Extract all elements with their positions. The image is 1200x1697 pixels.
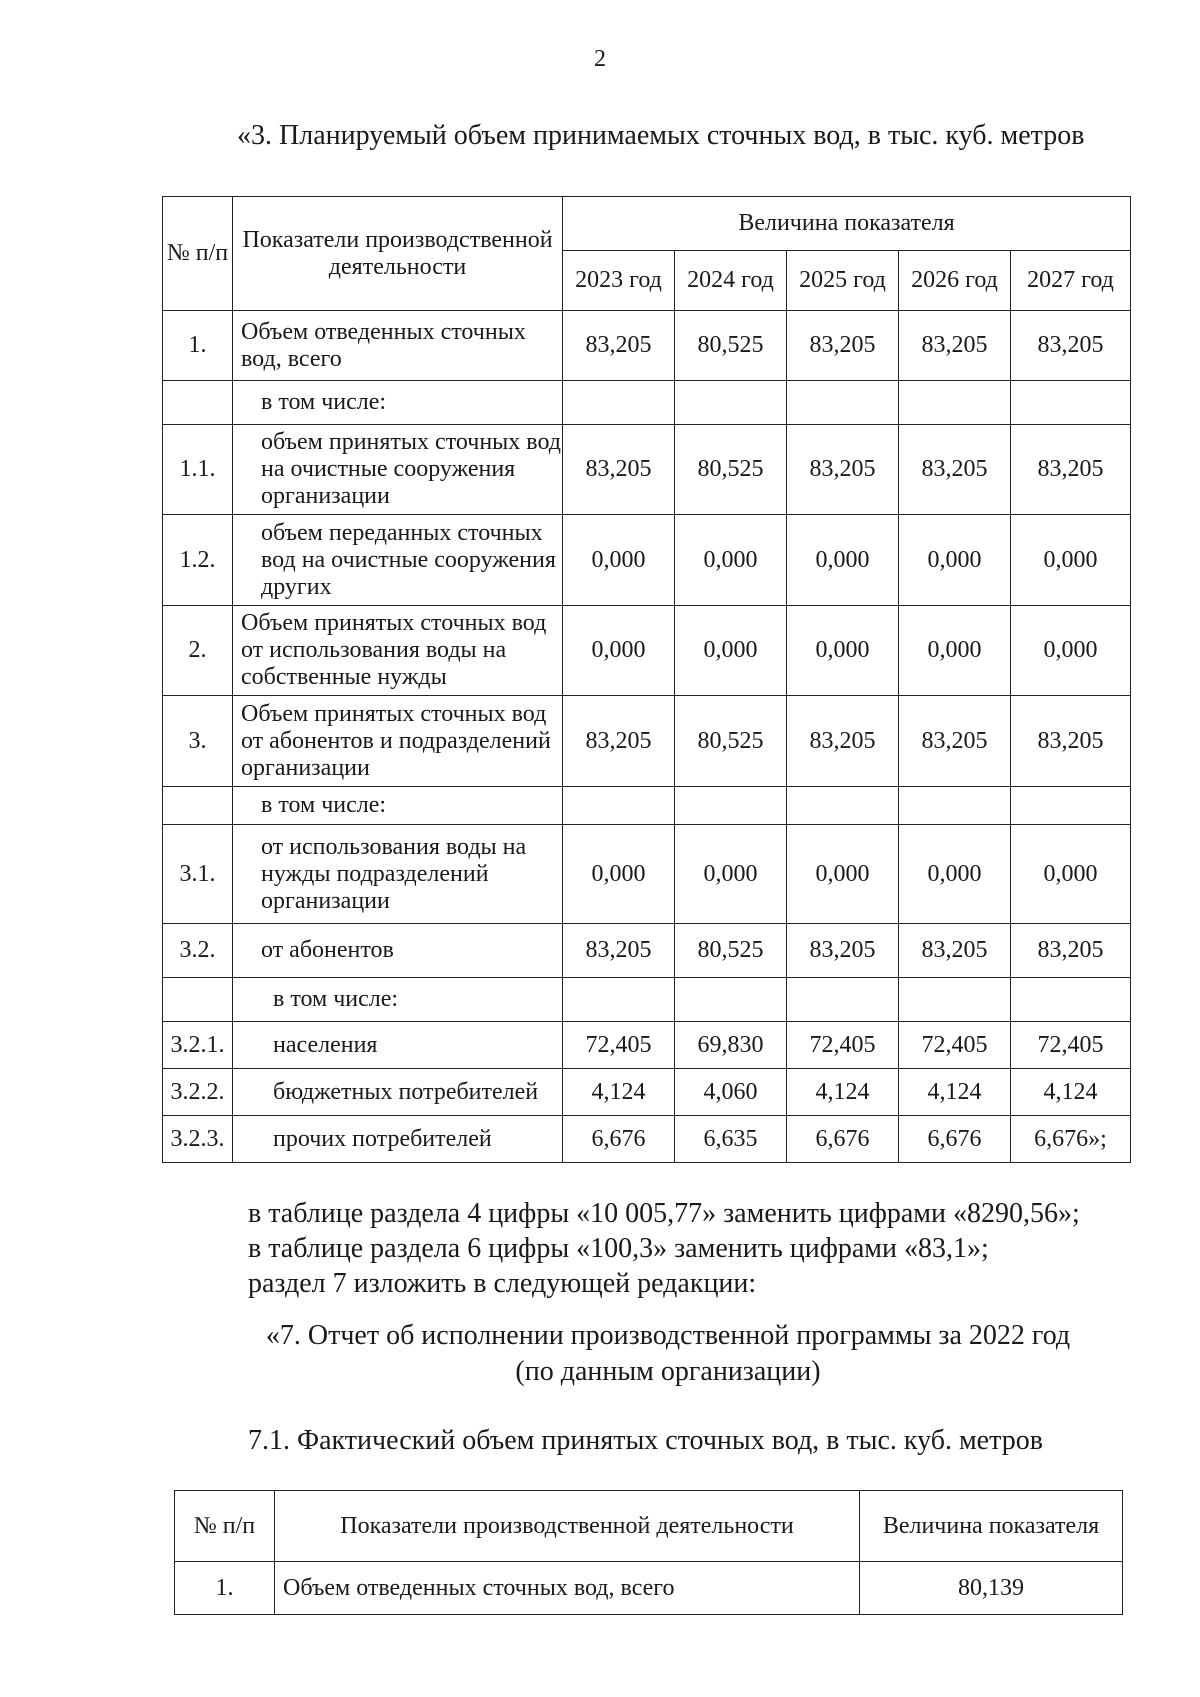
- row-label: Объем принятых сточных вод от абонентов и подразделений организации: [233, 696, 563, 787]
- row-num: 1.: [175, 1562, 275, 1615]
- row-value: 0,000: [563, 606, 675, 696]
- row-label: Объем отведенных сточных вод, всего: [275, 1562, 860, 1615]
- row-label: в том числе:: [233, 381, 563, 425]
- row-value: 0,000: [1011, 515, 1131, 606]
- section-7-1-heading: 7.1. Фактический объем принятых сточных вод, в тыс. куб. метров: [248, 1425, 1043, 1456]
- row-value: 83,205: [1011, 425, 1131, 515]
- row-value: 6,676: [563, 1116, 675, 1163]
- row-value: 0,000: [1011, 606, 1131, 696]
- row-value: 83,205: [1011, 696, 1131, 787]
- table-row: [163, 1069, 1131, 1116]
- row-num: 1.2.: [163, 515, 233, 606]
- row-value: 80,525: [675, 425, 787, 515]
- row-num: 1.: [163, 311, 233, 381]
- row-value: 72,405: [787, 1022, 899, 1069]
- row-value: 72,405: [563, 1022, 675, 1069]
- row-value: [675, 787, 787, 825]
- row-label: объем переданных сточных вод на очистные сооружения других: [233, 515, 563, 606]
- row-value: 83,205: [899, 924, 1011, 978]
- row-value: 0,000: [675, 606, 787, 696]
- header-indicator: Показатели производственной деятельности: [233, 197, 563, 311]
- row-label: в том числе:: [233, 787, 563, 825]
- table-row: [175, 1562, 1123, 1615]
- table-row: [163, 425, 1131, 515]
- row-value: 4,124: [787, 1069, 899, 1116]
- row-value: 83,205: [899, 311, 1011, 381]
- row-value: [675, 978, 787, 1022]
- row-num: 1.1.: [163, 425, 233, 515]
- row-value: 72,405: [1011, 1022, 1131, 1069]
- row-label: от абонентов: [233, 924, 563, 978]
- row-num: 2.: [163, 606, 233, 696]
- row-num: 3.2.1.: [163, 1022, 233, 1069]
- row-value: 83,205: [563, 924, 675, 978]
- row-value: [787, 978, 899, 1022]
- row-value: 83,205: [899, 425, 1011, 515]
- row-value: 83,205: [787, 311, 899, 381]
- header-indicator: Показатели производственной деятельности: [275, 1491, 860, 1562]
- row-value: 6,676»;: [1011, 1116, 1131, 1163]
- instruction-line: в таблице раздела 4 цифры «10 005,77» заменить цифрами «8290,56»;: [248, 1198, 1080, 1229]
- row-value: [899, 787, 1011, 825]
- row-value: 0,000: [563, 515, 675, 606]
- table-row: [163, 978, 1131, 1022]
- page-number: 2: [594, 46, 606, 72]
- table-row: [163, 515, 1131, 606]
- actual-volume-table: [174, 1490, 1123, 1615]
- row-num: [163, 978, 233, 1022]
- row-value: [787, 381, 899, 425]
- table-row: [163, 696, 1131, 787]
- row-value: 0,000: [787, 606, 899, 696]
- row-value: [675, 381, 787, 425]
- row-value: 69,830: [675, 1022, 787, 1069]
- row-value: [787, 787, 899, 825]
- row-value: 0,000: [899, 606, 1011, 696]
- table-row: [163, 1116, 1131, 1163]
- row-value: [1011, 978, 1131, 1022]
- header-year: 2023 год: [563, 251, 675, 311]
- row-num: 3.: [163, 696, 233, 787]
- table-row: [163, 311, 1131, 381]
- row-value: 80,525: [675, 696, 787, 787]
- row-value: [563, 381, 675, 425]
- row-value: 6,676: [787, 1116, 899, 1163]
- table-row: [163, 825, 1131, 924]
- row-value: 0,000: [899, 515, 1011, 606]
- row-label: Объем отведенных сточных вод, всего: [233, 311, 563, 381]
- section-7-heading-line2: (по данным организации): [515, 1356, 821, 1387]
- row-num: 3.1.: [163, 825, 233, 924]
- row-value: [1011, 381, 1131, 425]
- row-num: 3.2.: [163, 924, 233, 978]
- header-value-group: Величина показателя: [563, 197, 1131, 251]
- row-value: 83,205: [1011, 311, 1131, 381]
- row-num: [163, 787, 233, 825]
- section-3-heading: «3. Планируемый объем принимаемых сточных вод, в тыс. куб. метров: [237, 120, 1085, 151]
- row-label: прочих потребителей: [233, 1116, 563, 1163]
- row-value: 83,205: [563, 311, 675, 381]
- instruction-line: в таблице раздела 6 цифры «100,3» заменить цифрами «83,1»;: [248, 1233, 989, 1264]
- header-year: 2027 год: [1011, 251, 1131, 311]
- row-value: [563, 787, 675, 825]
- row-value: 83,205: [1011, 924, 1131, 978]
- row-value: [899, 978, 1011, 1022]
- row-value: 4,124: [899, 1069, 1011, 1116]
- row-num: 3.2.2.: [163, 1069, 233, 1116]
- planned-volume-table: [162, 196, 1131, 1163]
- row-value: 83,205: [563, 696, 675, 787]
- row-value: 6,676: [899, 1116, 1011, 1163]
- row-num: [163, 381, 233, 425]
- table-row: [163, 381, 1131, 425]
- row-value: [1011, 787, 1131, 825]
- header-year: 2024 год: [675, 251, 787, 311]
- row-value: 0,000: [787, 825, 899, 924]
- row-value: 72,405: [899, 1022, 1011, 1069]
- section-7-heading-line1: «7. Отчет об исполнении производственной программы за 2022 год: [265, 1320, 1071, 1351]
- row-value: 0,000: [899, 825, 1011, 924]
- row-label: Объем принятых сточных вод от использования воды на собственные нужды: [233, 606, 563, 696]
- row-label: в том числе:: [233, 978, 563, 1022]
- row-value: 4,060: [675, 1069, 787, 1116]
- row-value: 83,205: [787, 696, 899, 787]
- row-label: от использования воды на нужды подразделений организации: [233, 825, 563, 924]
- row-value: 0,000: [1011, 825, 1131, 924]
- row-value: 0,000: [787, 515, 899, 606]
- row-value: 6,635: [675, 1116, 787, 1163]
- header-num: № п/п: [163, 197, 233, 311]
- row-value: 0,000: [675, 825, 787, 924]
- row-value: 80,139: [860, 1562, 1123, 1615]
- table-row: [163, 606, 1131, 696]
- amendment-instructions: [248, 1196, 1080, 1301]
- table-row: [163, 1022, 1131, 1069]
- instruction-line: раздел 7 изложить в следующей редакции:: [248, 1268, 757, 1299]
- row-value: 4,124: [563, 1069, 675, 1116]
- row-value: 83,205: [787, 924, 899, 978]
- section-7-heading: [248, 1318, 1088, 1390]
- header-value: Величина показателя: [860, 1491, 1123, 1562]
- row-value: [563, 978, 675, 1022]
- row-label: бюджетных потребителей: [233, 1069, 563, 1116]
- row-value: [899, 381, 1011, 425]
- row-value: 4,124: [1011, 1069, 1131, 1116]
- row-value: 83,205: [563, 425, 675, 515]
- header-num: № п/п: [175, 1491, 275, 1562]
- row-value: 0,000: [563, 825, 675, 924]
- header-year: 2025 год: [787, 251, 899, 311]
- header-year: 2026 год: [899, 251, 1011, 311]
- row-num: 3.2.3.: [163, 1116, 233, 1163]
- row-value: 80,525: [675, 311, 787, 381]
- table-row: [163, 924, 1131, 978]
- row-value: 83,205: [787, 425, 899, 515]
- table-row: [163, 787, 1131, 825]
- row-value: 83,205: [899, 696, 1011, 787]
- row-label: объем принятых сточных вод на очистные сооружения организации: [233, 425, 563, 515]
- row-label: населения: [233, 1022, 563, 1069]
- row-value: 0,000: [675, 515, 787, 606]
- row-value: 80,525: [675, 924, 787, 978]
